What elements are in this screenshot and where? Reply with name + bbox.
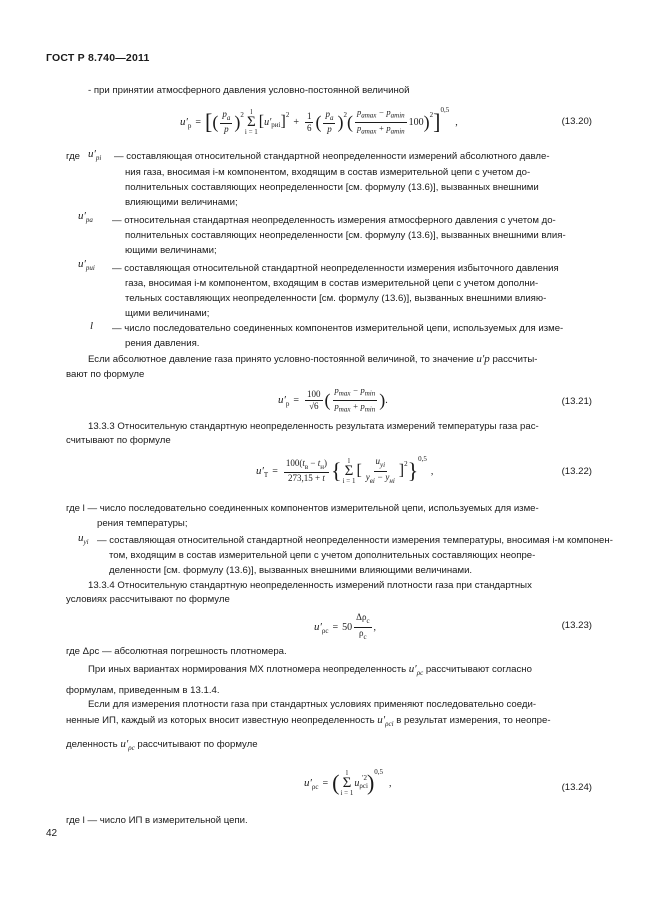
section-13-3-4: 13.3.4 Относительную стандартную неопределенность измерений плотности газа при стандартных xyxy=(88,580,532,591)
equation-number: (13.22) xyxy=(561,466,592,477)
equation-number: (13.21) xyxy=(561,396,592,407)
symbol-u-pi: $u'_{pi}$ xyxy=(88,148,102,162)
where-line: ющими величинами; xyxy=(125,245,217,256)
where-line: полнительных составляющих неопределенности [см. формулу (13.6)], вызванных внешними xyxy=(125,182,539,193)
paragraph-mx: При иных вариантах нормирования МХ плотномера неопределенность $u'_{\rho c}$ рассчитывают согласно xyxy=(88,663,532,677)
symbol-u-yi: $u_{yi}$ xyxy=(78,532,89,546)
paragraph-ip-line3: деленность $u'_{\rho c}$ рассчитывают по формуле xyxy=(66,738,258,752)
where-line: — число последовательно соединенных компонентов измерительной цепи, используемых для изме- xyxy=(112,323,564,334)
equation-number: (13.20) xyxy=(561,116,592,127)
where-line: тельных составляющих неопределенности [см. формулу (13.6)], вызванных внешними влияю- xyxy=(125,293,547,304)
where-line: газа, вносимая i-м компонентом, входящим в состав измерительной цепи с учетом дополни- xyxy=(125,278,539,289)
section-13-3-3: 13.3.3 Относительную стандартную неопределенность результата измерений температуры газа рас- xyxy=(88,421,539,432)
where-line: где Δρc — абсолютная погрешность плотномера. xyxy=(66,646,287,657)
where-lead: где xyxy=(66,151,81,162)
where-line: полнительных составляющих неопределенности [см. формулу (13.6)], вызванных внешними влия- xyxy=(125,230,566,241)
where-line: том, входящим в состав измерительной цепи с учетом дополнительных составляющих неопре- xyxy=(109,550,536,561)
symbol-l: l xyxy=(90,320,94,332)
where-line: деленности [см. формулу (13.6)], вызванных внешними влияющими величинами. xyxy=(109,565,473,576)
where-line: где l — число ИП в измерительной цепи. xyxy=(66,815,248,826)
where-line: рения давления. xyxy=(125,338,200,349)
where-line: — составляющая относительной стандартной неопределенности измерения температуры, вносимая i-м компонен- xyxy=(97,535,613,546)
where-line: ния газа, вносимая i-м компонентом, входящим в состав измерительной цепи с учетом до- xyxy=(125,167,531,178)
symbol-u-pi-izb: $u'_{pиi}$ xyxy=(78,258,95,272)
section-line: условиях рассчитывают по формуле xyxy=(66,594,230,605)
equation-13-22: u′ T = $\frac{100(t_в - t_н)}{273,15 + t}$ { l Σ i = 1 [ $\frac{u_{yi}}{y_{вi} - y_{нi}}$ ] $^2$ } $^{0,5}$ , xyxy=(256,455,434,485)
document-header: ГОСТ Р 8.740—2011 xyxy=(46,52,150,64)
where-line: — составляющая относительной стандартной неопределенности измерений абсолютного давле- xyxy=(114,151,550,162)
equation-13-24: u′ ρc = ( l Σ i = 1 u ρci ′2 ) $^{0,5}$ , xyxy=(304,768,392,797)
paragraph-abs-pressure: Если абсолютное давление газа принято условно-постоянной величиной, то значение u′p рассчиты- xyxy=(88,353,538,365)
page-number: 42 xyxy=(46,828,58,839)
paragraph-ip-line2: ненные ИП, каждый из которых вносит известную неопределенность $u'_{\rho ci}$ в результат измерения, то неопре- xyxy=(66,714,551,728)
intro-line: - при принятии атмосферного давления условно-постоянной величиной xyxy=(88,85,410,96)
where-line: щими величинами; xyxy=(125,308,210,319)
symbol-u-pa: $u'_{pa}$ xyxy=(78,210,93,224)
equation-number: (13.23) xyxy=(561,620,592,631)
where-line: рения температуры; xyxy=(97,518,188,529)
equation-13-20: u′ p = [ ( $\frac{p_a}{p}$ ) $^2$ l Σ i = 1 [ u′ pиi ] $^2$ + $\frac{1}{6}$ ( $\frac{p_a}{p}$ ) $^2$ ( $\frac{p_{amax} - p_{amin}}{p_{amax} + p_{amin}}$ 100 ) $^2$ ] $^{0,5}$ , xyxy=(180,106,458,136)
equation-13-21: u′ p = $\frac{100}{√6}$ ( $\frac{p_{max} - p_{min}}{p_{max} + p_{min}}$ ) . xyxy=(278,384,388,414)
section-line: считывают по формуле xyxy=(66,435,171,446)
where-line: где l — число последовательно соединенных компонентов измерительной цепи, используемых для изме- xyxy=(66,503,539,514)
paragraph-ip: Если для измерения плотности газа при стандартных условиях применяют последовательно соеди- xyxy=(88,699,537,710)
where-line: — составляющая относительной стандартной неопределенности измерения избыточного давления xyxy=(112,263,559,274)
paragraph-line: формулам, приведенным в 13.1.4. xyxy=(66,685,220,696)
where-line: влияющими величинами; xyxy=(125,197,238,208)
paragraph-line: вают по формуле xyxy=(66,369,145,380)
equation-13-23: u′ ρc = 50 $\frac{\Delta\rho_c}{\rho_c}$ , xyxy=(314,611,377,641)
where-line: — относительная стандартная неопределенность измерения атмосферного давления с учетом до- xyxy=(112,215,556,226)
equation-number: (13.24) xyxy=(561,782,592,793)
